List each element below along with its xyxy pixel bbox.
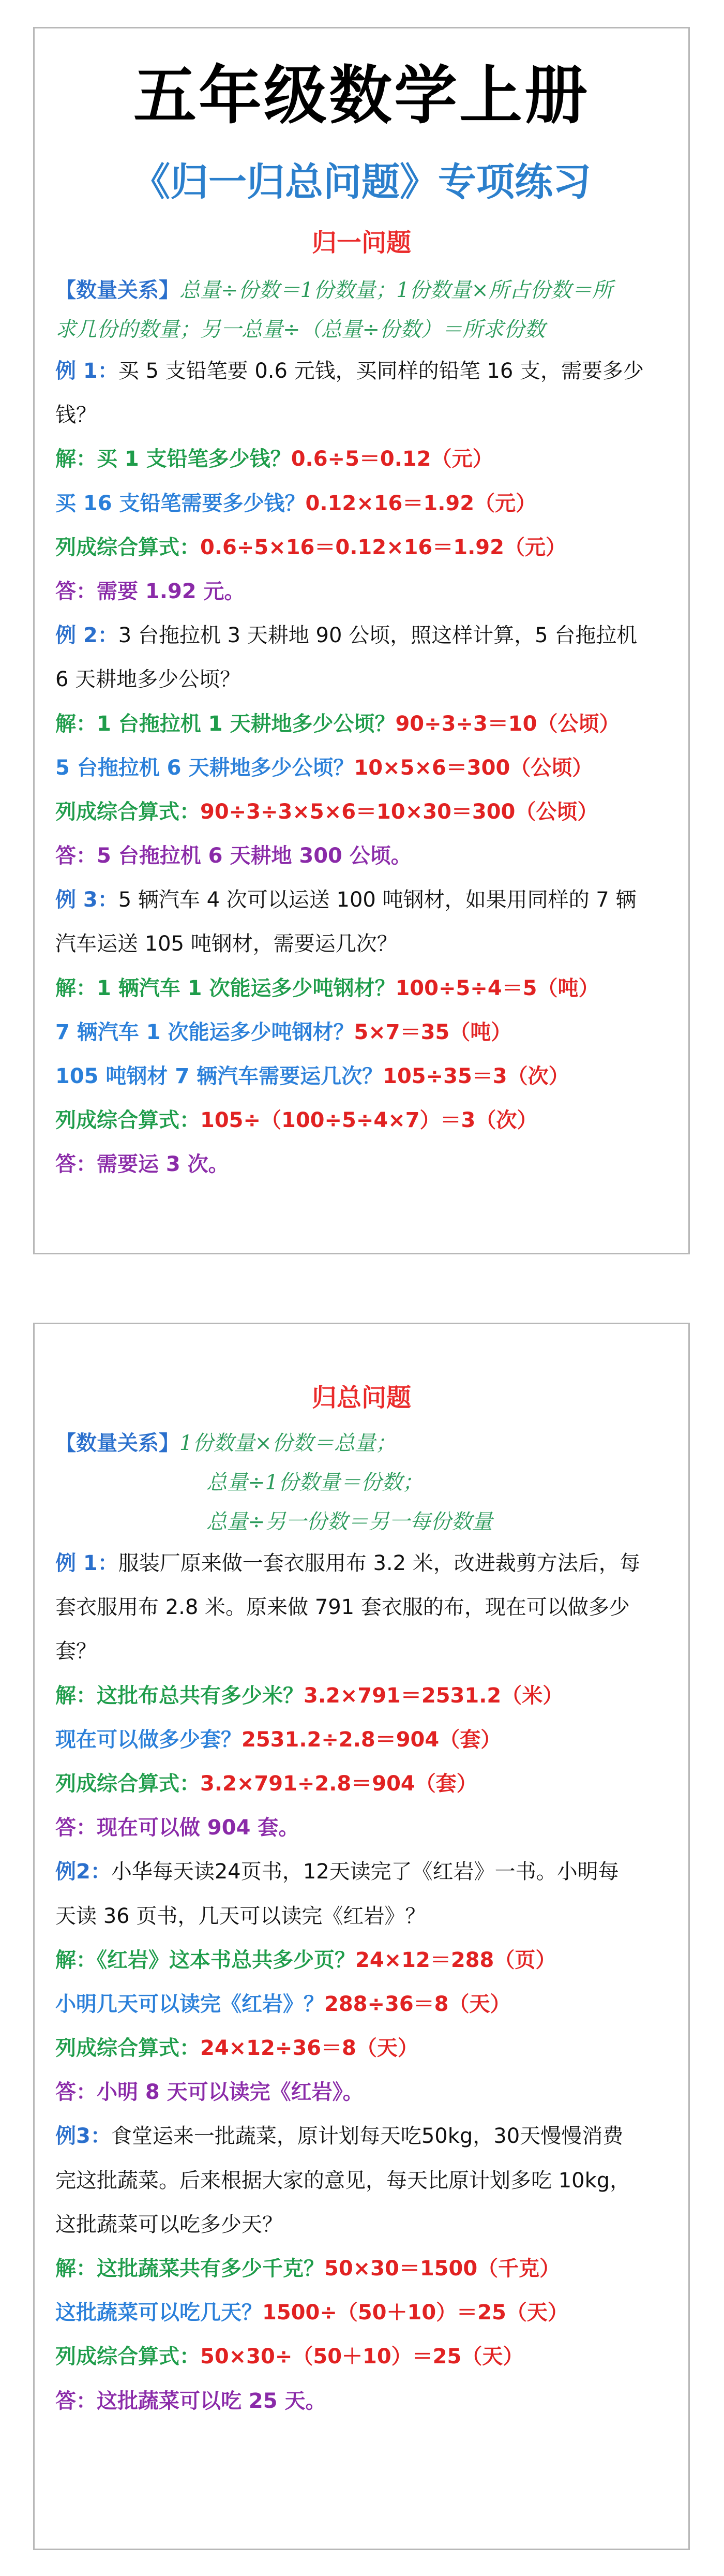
step-formula: 0.12×16＝1.92（元） bbox=[305, 491, 537, 515]
question-text: 3 台拖拉机 3 天耕地 90 公顷，照这样计算，5 台拖拉机 bbox=[118, 624, 638, 648]
question-text: 6 天耕地多少公顷？ bbox=[55, 668, 241, 692]
answer-line: 答：5 台拖拉机 6 天耕地 300 公顷。 bbox=[55, 844, 412, 868]
relation-block bbox=[35, 1424, 688, 1542]
step-formula: 10×5×6＝300（公顷） bbox=[354, 756, 593, 780]
example-label: 例 2： bbox=[55, 624, 118, 648]
solution-step bbox=[55, 1718, 673, 1762]
combined-value: 50×30÷（50＋10）＝25（天） bbox=[200, 2345, 524, 2369]
solution-step bbox=[55, 2247, 673, 2291]
question-text: 汽车运送 105 吨钢材，需要运几次？ bbox=[55, 932, 398, 956]
combined-value: 105÷（100÷5÷4×7）＝3（次） bbox=[200, 1108, 538, 1133]
question-line bbox=[55, 349, 673, 393]
examples bbox=[35, 1542, 688, 2423]
combined-label: 列成综合算式： bbox=[55, 800, 200, 824]
answer-line: 答：需要 1.92 元。 bbox=[55, 579, 245, 603]
combined-formula bbox=[55, 1099, 673, 1143]
question-line bbox=[55, 2114, 673, 2158]
answer-line: 答：小明 8 天可以读完《红岩》。 bbox=[55, 2080, 364, 2105]
combined-value: 24×12÷36＝8（天） bbox=[200, 2036, 418, 2061]
combined-label: 列成综合算式： bbox=[55, 1108, 200, 1133]
step-label: 解：1 台拖拉机 1 天耕地多少公顷？ bbox=[55, 712, 396, 736]
solution-step bbox=[55, 1055, 673, 1099]
solution-step bbox=[55, 1982, 673, 2026]
question-text: 套？ bbox=[55, 1639, 97, 1664]
solution-step bbox=[55, 1011, 673, 1055]
worksheet-card-guizong bbox=[33, 1323, 690, 2550]
step-formula: 288÷36＝8（天） bbox=[324, 1992, 511, 2016]
relation-line: 总量÷另一份数＝另一每份数量 bbox=[206, 1510, 493, 1534]
solution-step bbox=[55, 1674, 673, 1718]
section-title: 归一问题 bbox=[311, 228, 411, 257]
step-label: 解：这批蔬菜共有多少千克？ bbox=[55, 2257, 324, 2281]
example-label: 例2： bbox=[55, 1860, 111, 1884]
combined-formula bbox=[55, 790, 673, 834]
relation-block bbox=[35, 271, 688, 349]
step-label: 105 吨钢材 7 辆汽车需要运几次？ bbox=[55, 1064, 383, 1088]
example-label: 例 3： bbox=[55, 888, 118, 912]
combined-label: 列成综合算式： bbox=[55, 535, 200, 559]
step-label: 解：买 1 支铅笔多少钱？ bbox=[55, 447, 291, 471]
relation-line bbox=[55, 271, 673, 310]
step-formula: 100÷5÷4＝5（吨） bbox=[395, 976, 599, 1000]
worksheet-card-guiyi bbox=[33, 27, 690, 1254]
step-formula: 1500÷（50＋10）＝25（天） bbox=[262, 2301, 568, 2325]
combined-label: 列成综合算式： bbox=[55, 1771, 200, 1796]
step-formula: 105÷35＝3（次） bbox=[383, 1064, 569, 1088]
step-formula: 3.2×791＝2531.2（米） bbox=[304, 1683, 564, 1708]
page-subtitle: 《归一归总问题》专项练习 bbox=[132, 160, 591, 204]
examples bbox=[35, 349, 688, 1187]
step-label: 7 辆汽车 1 次能运多少吨钢材？ bbox=[55, 1020, 354, 1044]
step-formula: 0.6÷5＝0.12（元） bbox=[291, 447, 493, 471]
question-text: 食堂运来一批蔬菜，原计划每天吃50kg，30天慢慢消费 bbox=[111, 2124, 624, 2149]
relation-line: 求几份的数量；另一总量÷（总量÷份数）＝所求份数 bbox=[55, 318, 546, 342]
step-label: 5 台拖拉机 6 天耕地多少公顷？ bbox=[55, 756, 354, 780]
solution-step bbox=[55, 437, 673, 481]
step-label: 这批蔬菜可以吃几天？ bbox=[55, 2301, 262, 2325]
step-formula: 90÷3÷3＝10（公顷） bbox=[395, 712, 620, 736]
example-label: 例3： bbox=[55, 2124, 111, 2149]
question-line bbox=[55, 614, 673, 658]
step-label: 买 16 支铅笔需要多少钱？ bbox=[55, 491, 306, 515]
question-text: 5 辆汽车 4 次可以运送 100 吨钢材，如果用同样的 7 辆 bbox=[118, 888, 637, 912]
question-text: 套衣服用布 2.8 米。原来做 791 套衣服的布，现在可以做多少 bbox=[55, 1595, 630, 1620]
relation-line bbox=[55, 1424, 673, 1463]
question-text: 买 5 支铅笔要 0.6 元钱，买同样的铅笔 16 支，需要多少 bbox=[118, 359, 644, 383]
relation-tag: 【数量关系】 bbox=[55, 278, 179, 302]
question-line bbox=[55, 1850, 673, 1894]
answer-line: 答：现在可以做 904 套。 bbox=[55, 1816, 299, 1840]
solution-step bbox=[55, 702, 673, 746]
combined-value: 0.6÷5×16＝0.12×16＝1.92（元） bbox=[200, 535, 566, 559]
answer-line: 答：需要运 3 次。 bbox=[55, 1152, 229, 1177]
question-text: 完这批蔬菜。后来根据大家的意见，每天比原计划多吃 10kg， bbox=[55, 2168, 631, 2193]
question-text: 小华每天读24页书，12天读完了《红岩》一书。小明每 bbox=[111, 1860, 619, 1884]
example-label: 例 1： bbox=[55, 1551, 118, 1575]
step-formula: 50×30＝1500（千克） bbox=[324, 2257, 561, 2281]
solution-step bbox=[55, 1938, 673, 1982]
relation-text: 1份数量×份数＝总量； bbox=[179, 1431, 396, 1455]
answer-line: 答：这批蔬菜可以吃 25 天。 bbox=[55, 2389, 326, 2413]
step-formula: 24×12＝288（页） bbox=[355, 1948, 556, 1972]
step-label: 现在可以做多少套？ bbox=[55, 1727, 242, 1752]
combined-formula bbox=[55, 2335, 673, 2379]
combined-value: 90÷3÷3×5×6＝10×30＝300（公顷） bbox=[200, 800, 598, 824]
step-formula: 5×7＝35（吨） bbox=[354, 1020, 512, 1044]
page-title: 五年级数学上册 bbox=[133, 58, 590, 132]
step-label: 解：《红岩》这本书总共多少页？ bbox=[55, 1948, 355, 1972]
question-text: 服装厂原来做一套衣服用布 3.2 米，改进裁剪方法后，每 bbox=[118, 1551, 640, 1575]
question-line bbox=[55, 878, 673, 922]
combined-formula bbox=[55, 1762, 673, 1806]
section-title: 归总问题 bbox=[311, 1383, 411, 1412]
step-label: 小明几天可以读完《红岩》？ bbox=[55, 1992, 324, 2016]
step-label: 解：这批布总共有多少米？ bbox=[55, 1683, 304, 1708]
question-text: 钱？ bbox=[55, 403, 97, 427]
step-formula: 2531.2÷2.8＝904（套） bbox=[242, 1727, 502, 1752]
solution-step bbox=[55, 967, 673, 1011]
combined-formula bbox=[55, 2026, 673, 2070]
combined-value: 3.2×791÷2.8＝904（套） bbox=[200, 1771, 477, 1796]
relation-text: 总量÷份数＝1份数量；1份数量×所占份数＝所 bbox=[179, 278, 613, 302]
combined-label: 列成综合算式： bbox=[55, 2345, 200, 2369]
question-text: 天读 36 页书，几天可以读完《红岩》？ bbox=[55, 1904, 426, 1928]
solution-step bbox=[55, 746, 673, 790]
question-line bbox=[55, 1542, 673, 1586]
solution-step bbox=[55, 482, 673, 526]
example-label: 例 1： bbox=[55, 359, 118, 383]
step-label: 解：1 辆汽车 1 次能运多少吨钢材？ bbox=[55, 976, 396, 1000]
solution-step bbox=[55, 2291, 673, 2335]
question-text: 这批蔬菜可以吃多少天？ bbox=[55, 2212, 283, 2237]
relation-line: 总量÷1份数量＝份数； bbox=[206, 1471, 423, 1494]
combined-formula bbox=[55, 526, 673, 570]
combined-label: 列成综合算式： bbox=[55, 2036, 200, 2061]
relation-tag: 【数量关系】 bbox=[55, 1431, 179, 1455]
